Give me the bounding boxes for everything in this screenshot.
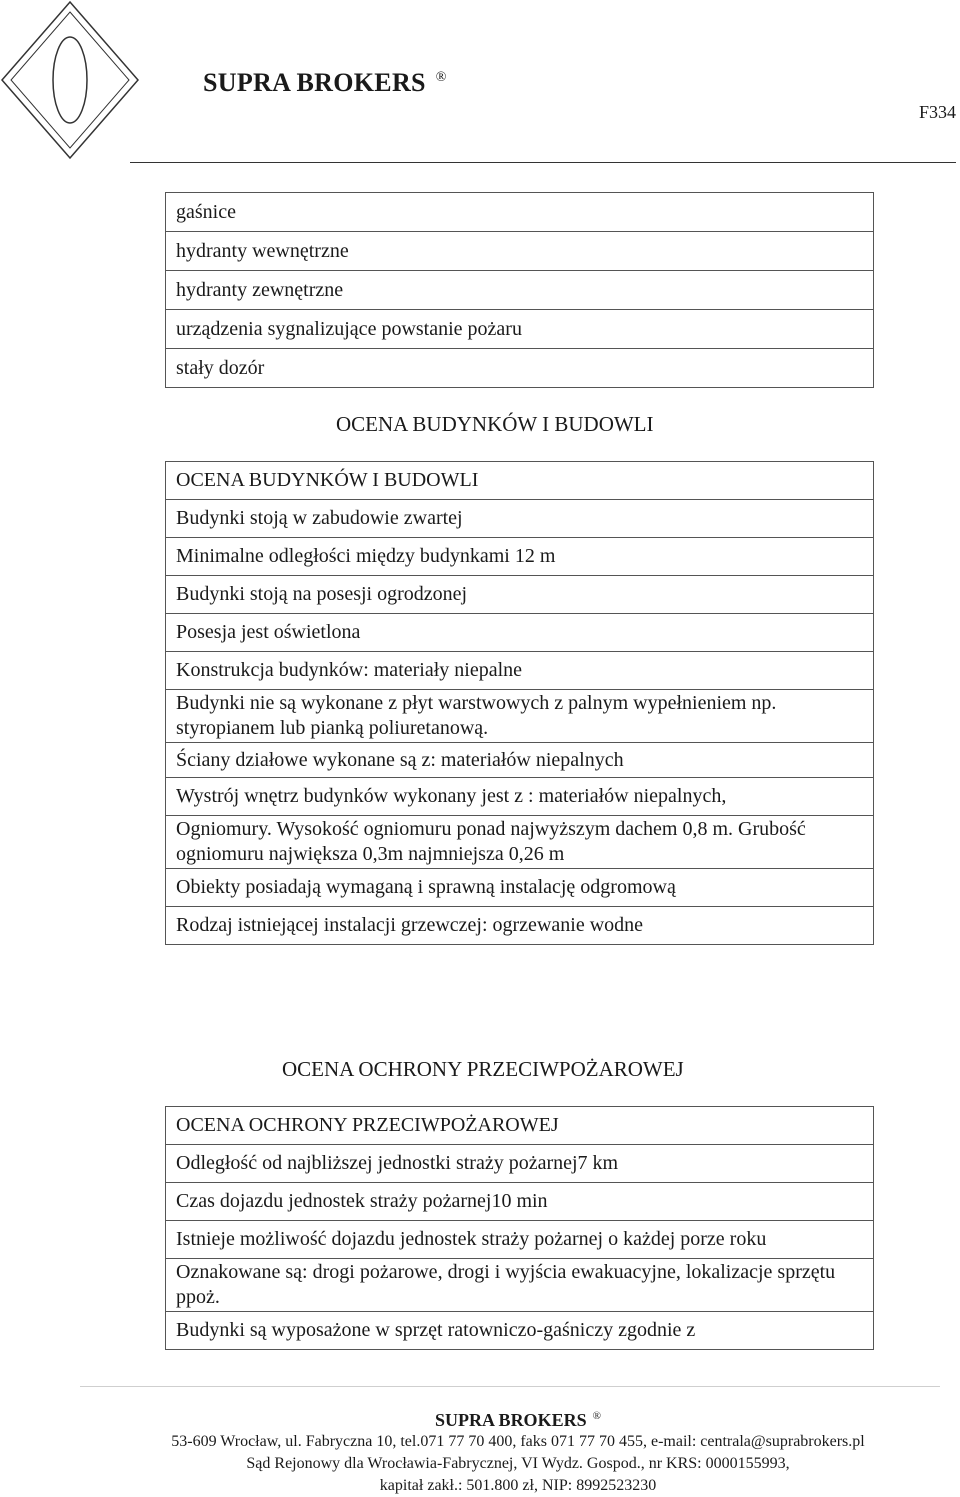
table-cell: urządzenia sygnalizujące powstanie pożaru xyxy=(166,310,874,349)
table-cell: hydranty zewnętrzne xyxy=(166,271,874,310)
table-cell: Budynki stoją na posesji ogrodzonej xyxy=(166,576,874,614)
table-row xyxy=(166,1145,874,1183)
table-cell: Wystrój wnętrz budynków wykonany jest z : materiałów niepalnych, xyxy=(166,778,874,816)
table-row xyxy=(166,462,874,500)
table-row xyxy=(166,614,874,652)
table-row xyxy=(166,193,874,232)
footer-capital-nip: kapitał zakł.: 501.800 zł, NIP: 8992523230 xyxy=(379,1477,657,1494)
table-row xyxy=(166,1259,874,1312)
table-cell: Budynki stoją w zabudowie zwartej xyxy=(166,500,874,538)
table-cell: gaśnice xyxy=(166,193,874,232)
buildings-table xyxy=(165,461,874,945)
footer-court-registration: Sąd Rejonowy dla Wrocławia-Fabrycznej, VI Wydz. Gospod., nr KRS: 0000155993, xyxy=(246,1455,790,1472)
company-logo xyxy=(0,0,200,160)
fire-protection-section-title: OCENA OCHRONY PRZECIWPOŻAROWEJ xyxy=(282,1057,684,1081)
table-cell: Istnieje możliwość dojazdu jednostek straży pożarnej o każdej porze roku xyxy=(166,1221,874,1259)
header-brand: SUPRA BROKERS ® xyxy=(203,68,447,97)
table-cell: Budynki nie są wykonane z płyt warstwowych z palnym wypełnieniem np. styropianem lub pianką poliuretanową. xyxy=(166,690,874,743)
fire-protection-table xyxy=(165,1106,874,1350)
table-row xyxy=(166,1107,874,1145)
table-row xyxy=(166,349,874,388)
registered-mark: ® xyxy=(435,70,447,86)
table-cell: Konstrukcja budynków: materiały niepalne xyxy=(166,652,874,690)
table-cell: Ogniomury. Wysokość ogniomuru ponad najwyższym dachem 0,8 m. Grubość ogniomuru największa 0,3m najmniejsza 0,26 m xyxy=(166,816,874,869)
footer-address: 53-609 Wrocław, ul. Fabryczna 10, tel.071 77 70 400, faks 071 77 70 455, e-mail: centrala@suprabrokers.pl xyxy=(171,1433,865,1450)
table-cell: stały dozór xyxy=(166,349,874,388)
table-cell: OCENA OCHRONY PRZECIWPOŻAROWEJ xyxy=(166,1107,874,1145)
table-cell: Ściany działowe wykonane są z: materiałów niepalnych xyxy=(166,743,874,778)
table-row xyxy=(166,232,874,271)
table-row xyxy=(166,1312,874,1350)
table-row xyxy=(166,1183,874,1221)
table-row xyxy=(166,1221,874,1259)
table-cell: Minimalne odległości między budynkami 12 m xyxy=(166,538,874,576)
table-row xyxy=(166,690,874,743)
table-row xyxy=(166,271,874,310)
table-row xyxy=(166,310,874,349)
footer-brand: SUPRA BROKERS ® xyxy=(435,1410,601,1430)
buildings-section-title: OCENA BUDYNKÓW I BUDOWLI xyxy=(336,412,654,436)
table-row xyxy=(166,816,874,869)
footer-divider xyxy=(80,1386,940,1387)
table-cell: Rodzaj istniejącej instalacji grzewczej: ogrzewanie wodne xyxy=(166,907,874,945)
table-cell: Budynki są wyposażone w sprzęt ratowniczo-gaśniczy zgodnie z xyxy=(166,1312,874,1350)
table-cell: OCENA BUDYNKÓW I BUDOWLI xyxy=(166,462,874,500)
footer xyxy=(0,1405,960,1497)
table-cell: Odległość od najbliższej jednostki straży pożarnej7 km xyxy=(166,1145,874,1183)
header-divider xyxy=(130,162,956,163)
table-cell: Posesja jest oświetlona xyxy=(166,614,874,652)
form-code: F334 xyxy=(918,102,956,122)
table-row xyxy=(166,869,874,907)
table-cell: Obiekty posiadają wymaganą i sprawną instalację odgromową xyxy=(166,869,874,907)
table-row xyxy=(166,538,874,576)
table-row xyxy=(166,500,874,538)
table-row xyxy=(166,743,874,778)
table-cell: hydranty wewnętrzne xyxy=(166,232,874,271)
table-row xyxy=(166,778,874,816)
table-row xyxy=(166,907,874,945)
safety-equipment-table xyxy=(165,192,874,388)
table-cell: Czas dojazdu jednostek straży pożarnej10 min xyxy=(166,1183,874,1221)
table-row xyxy=(166,652,874,690)
registered-mark: ® xyxy=(592,1410,601,1422)
table-cell: Oznakowane są: drogi pożarowe, drogi i wyjścia ewakuacyjne, lokalizacje sprzętu ppoż. xyxy=(166,1259,874,1312)
table-row xyxy=(166,576,874,614)
